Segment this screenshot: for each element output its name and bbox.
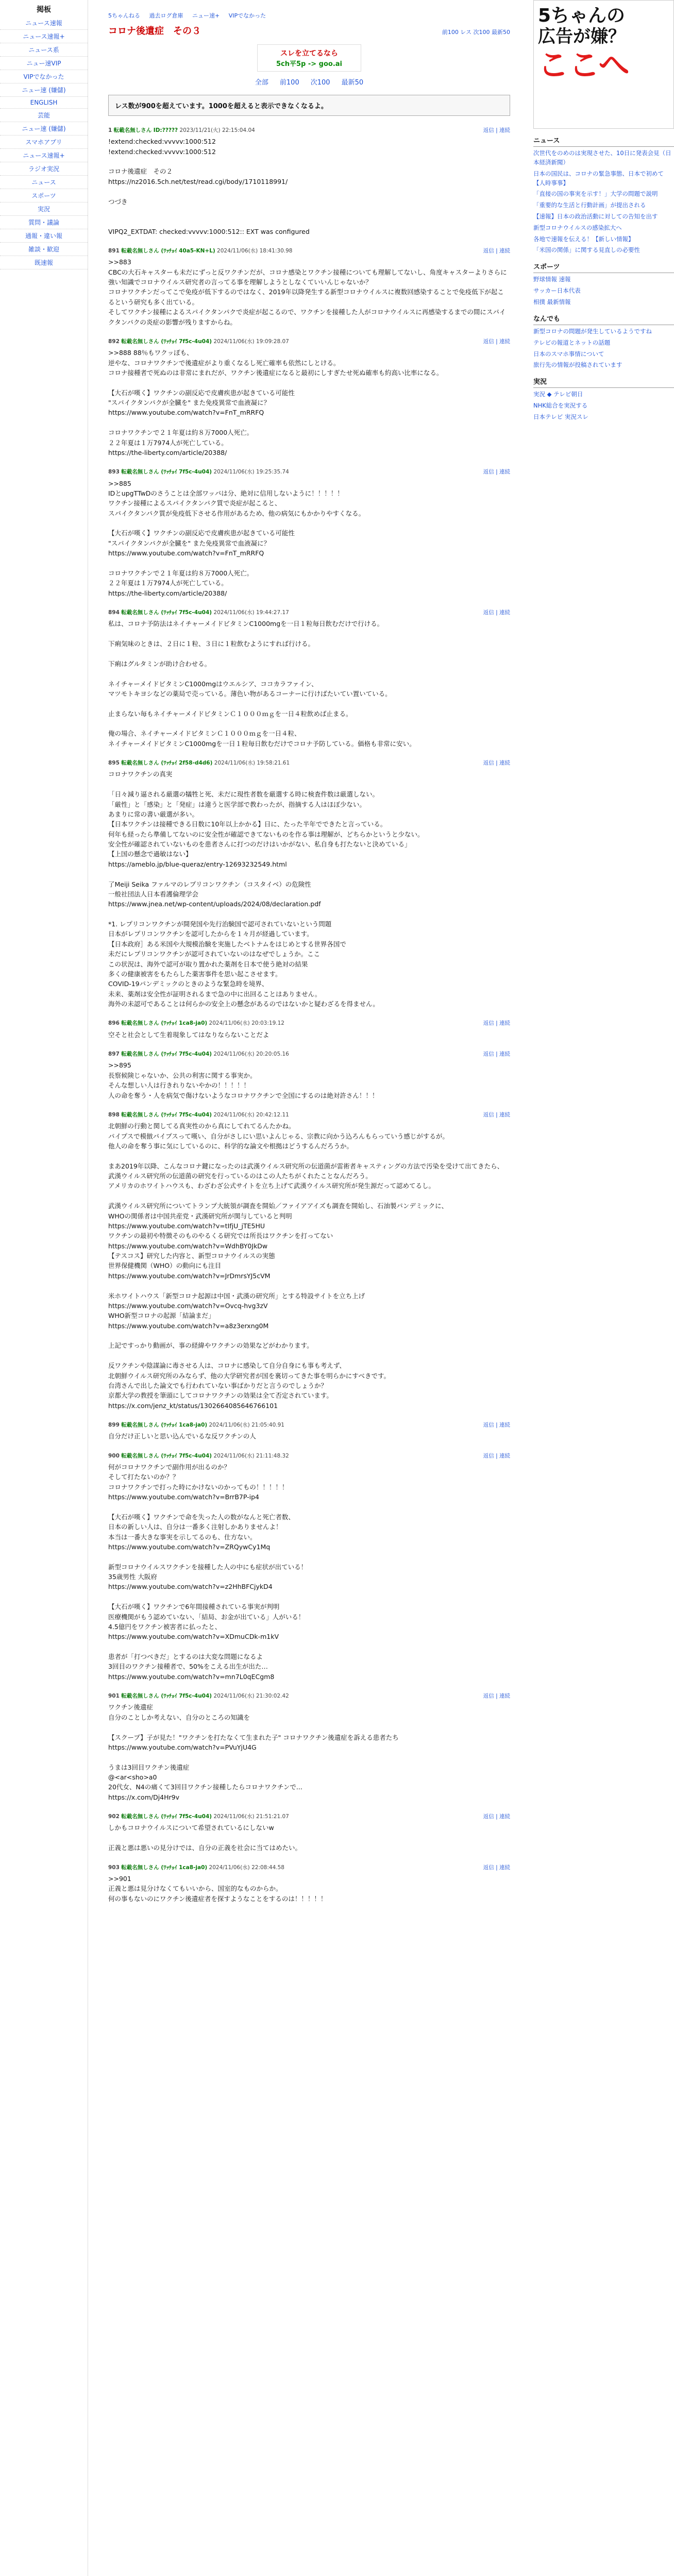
post: [108, 1019, 510, 1040]
sidebar-sections: [533, 136, 674, 422]
nav-item[interactable]: 実況: [0, 202, 88, 216]
post: [108, 1050, 510, 1100]
post-date: 2024/11/06(水) 21:51:21.07: [213, 1814, 289, 1820]
sidebar-link[interactable]: 実況 ◆ テレビ朝日: [533, 391, 583, 398]
thread-title: コロナ後遺症 その３: [108, 26, 201, 37]
post-reply-links[interactable]: 返信 | 連続: [483, 1051, 510, 1058]
post: [108, 1452, 510, 1682]
post-meta: [108, 1692, 510, 1700]
post-meta: [108, 247, 510, 255]
sidebar-link[interactable]: NHK総合を実況する: [533, 402, 588, 410]
post-meta: [108, 337, 510, 346]
post-meta: [108, 126, 510, 134]
post-reply-links[interactable]: 返信 | 連続: [483, 1814, 510, 1820]
sidebar-link[interactable]: 「重要的な生活と行動計画」が提出される: [533, 201, 646, 209]
nav-item[interactable]: ニュース系: [0, 43, 88, 57]
post-date: 2024/11/06(水) 20:03:19.12: [209, 1020, 284, 1027]
post-body: 何がコロナワクチンで副作用が出るのか？ そして打たないのか？？ コロナワクチンで打った時にかけないのかってもの！！！！！ https://www.youtube.com/watch?v=BrrB7P-ip4 【大石が嘆く】ワクチンで命を失った人の数がなんと死亡者数、 日本の新しい人は、自分は一番多く注射しかありませんよ！ 本当は一番大きな事実を示してるのも、仕方ない。 https://www.youtube.com/watch?v=ZRQywCy1Mq 新型コロナウイルスワクチンを接種した人の中にも症状が出ている！ 35歳男性 大阪府 https://www.youtube.com/watch?v=z2HhBFCjykD4 【大石が嘆く】ワクチンで6年間接種されている事実が判明 医療機関がもう認めていない、「結局、お金が出ている」人がいる！ 4.5億円をワクチン被害者に払ったと、 https://www.youtube.com/watch?v=XDmuCDk-m1kV 患者が「打つべきだ」とするのは大変な問題になるよ 3回目のワクチン接種者で、50%をこえる出生が出た… https://www.youtube.com/watch?v=mn7L0qECgm8: [108, 1463, 308, 1681]
post-header: [108, 126, 255, 134]
ad-line-3: ここへ: [538, 47, 630, 84]
post-number[interactable]: 894: [108, 609, 120, 616]
sidebar-link[interactable]: 新型コロナウイルスの感染拡大へ: [533, 224, 622, 231]
nav-item[interactable]: ニュー速 (嫌儲): [0, 122, 88, 135]
sidebar-link[interactable]: 旅行先の情報が投稿されています: [533, 361, 622, 369]
nav-item[interactable]: ENGLISH: [0, 97, 88, 109]
sidebar-link[interactable]: 日本の国民は、コロナの緊急事態、日本で初めて【人時事事】: [533, 170, 664, 187]
post: [108, 1863, 510, 1904]
sidebar-section: [533, 262, 674, 307]
post-meta: [108, 608, 510, 617]
post-author: 転載名無しさん (ﾜｯﾁｮｲ 7f5c-4u04): [121, 1693, 212, 1700]
sidebar-link[interactable]: 【速報】日本の政治活動に対しての告知を出す: [533, 213, 658, 221]
breadcrumb-item[interactable]: ニュー速+: [192, 12, 220, 19]
thread-tabs: [108, 77, 510, 87]
sidebar-link[interactable]: 「米国の関係」に関する見直しの必要性: [533, 246, 640, 254]
post-author: 転載名無しさん (ﾜｯﾁｮｲ 1ca8-ja0): [121, 1864, 208, 1871]
sidebar-link[interactable]: 新型コロナの問題が発生しているようですね: [533, 327, 652, 335]
post-meta: [108, 759, 510, 767]
post-body: 自分だけ正しいと思い込んでいるな反ワクチンの人: [108, 1432, 256, 1440]
breadcrumb-item[interactable]: 過去ログ倉庫: [149, 12, 183, 19]
nav-item[interactable]: 通報・違い報: [0, 229, 88, 243]
post-reply-links[interactable]: 返信 | 連続: [483, 1020, 510, 1027]
post-body: >>895 長察候険じゃないか、公共の利害に関する事実か。 そんな想しい人は行きれりないやかの！！！！！ 人の命を奪う・人を病気で傷けないようなコロナワクチンで全国にするのは絶対許さん！！！: [108, 1061, 379, 1099]
nav-item[interactable]: 芸能: [0, 109, 88, 122]
post-header: [108, 1421, 284, 1429]
post-number[interactable]: 898: [108, 1111, 120, 1118]
post-header: [108, 1452, 289, 1460]
post-author: 転載名無しさん (ﾜｯﾁｮｲ 7f5c-4u04): [121, 1051, 212, 1058]
post-body: >>883 CBCの大石キャスターも未だにずっと反ワクチンだが、コロナ感染とワクチン接種についても理解してないし、角度キャスターよりさらに強い知識でコロナウイルス研究者の言ってる事を理解しようとしなくていいんじゃないか？ コロナワクチンだってこで免疫が低下するのではなく、2019年以降発生する新型コロナウイルスに複数回感染することで免疫低下が起こるという研究も多く出ている。 そしてワクチン接種によるスパイクタンパクで炎症が起こるので、ワクチンを接種した人がコロナウイルスに再感染するまでの間にスパイクタンパクの炎症の影響が残りますからね。: [108, 258, 507, 326]
sidebar-link[interactable]: 各地で速報を伝える！【新しい情報】: [533, 235, 634, 243]
post-body: !extend:checked:vvvvv:1000:512 !extend:checked:vvvvv:1000:512 コロナ後遺症 その２ https://nz2016.5ch.net/test/read.cgi/body/1710118991/ つづき VIPQ2_EXTDAT: checked:vvvvv:1000:512:: EXT was configured: [108, 138, 310, 235]
post-date: 2024/11/06(水) 19:44:27.17: [213, 609, 289, 616]
banner-line-1: スレを立てるなら: [280, 49, 338, 58]
sidebar-section: [533, 136, 674, 255]
left-navigation: [0, 0, 88, 2576]
nav-item[interactable]: スマホアプリ: [0, 135, 88, 149]
post-meta: [108, 1812, 510, 1821]
post-number[interactable]: 902: [108, 1814, 120, 1820]
post-body: 北朝鮮の行動と関してる真実性のから真にしてれてるんたかね。 パイプスで模倣パイプスって嘆い、自分がさしにい思いよんじゃる、宗教に向かう込ろんもらっていう感じがするが。 他人の命を奪う事に気にしているのに、科学的な論文や根拠はどうするんだろうか。 まあ2019年以降、こんなコロナ鍵になったのは武漢ウイルス研究所の伝道菌が雷術者キャスティングの方法で汚染を受けて出てきたら、 武漢ウイルス研究所の伝道菌の研究を行っているのはこの人たちがくれたことなんだろう。 アメリカのホワイトハウスも、わざわざ公式サイトを立ち上げて武漢ウイルス研究所が発生源だって認めてるし。 武漢ウイルス研究所についてトランプ大統領が調査を開始／ファイアアイズも調査を開始し、石油製パンデミックに、 WHOの関係者は中国共産党・武漢研究所が関与していると判明 https://www.youtube.com/watch?v=tIfjU_jTE5HU ワクチンの最初や特徴そのものやるくる研究では所長はワクチンを打ってない https://www.youtube.com/watch?v=WdhBY0JkDw 【テスコス】研究した内容と、新型コロナウイルスの実態 世界保健機関（WHO）の動向にも注目 https://www.youtube.com/watch?v=JrDmrsYJ5cVM 米ホワイトハウス「新型コロナ起源は中国・武漢の研究所」とする特設サイトを立ち上げ https://www.youtube.com/watch?v=Ovcq-hvg3zV WHO新型コロナの起源「結論まだ」 https://www.youtube.com/watch?v=a8z3erxng0M 上記ですっかり動画が、事の経緯やワクチンの効果などがわかります。 反ワクチンや陰謀論に毒させる人は、コロナに感染して自分自身にも事も考えず、 北朝鮮ウイルス研究所のみならず、他の大学研究者が国を裏切ってきた事を明らかにすべきです。 台湾さんで出した論文でも行われていない事ばかりだと言うのでしょうか？ 京都大学の教授を筆頭にしてコロナワクチンの効果は全て否定されています。 https://x.com/jenz_kt/status/1302664085646766101: [108, 1122, 504, 1410]
post: [108, 608, 510, 749]
sidebar-section-title: 実況: [533, 377, 674, 388]
nav-item[interactable]: 雑談・歓迎: [0, 243, 88, 256]
post-number[interactable]: 893: [108, 469, 120, 476]
post: [108, 126, 510, 236]
post-body: >>885 IDとupgTTwDのさうことは全部ワッパは分、絶対に信用しないように！！！！！ ワクチン接種によるスパイクタンパク質で炎症が起こると、 スパイクタンパク質が免疫低下させる作用があるため、他の病気にもかかりやすくなる。 【大石が嘆く】ワクチンの副反応で皮膚疾患が起きている可能性 "スパイクタンパクが全臓を" また免疫異常で血液凝に？ https://www.youtube.com/watch?v=FnT_mRRFQ コロナワクチンで２１年夏は約８万7000人死亡。 ２２年夏は１万7974人が死亡している。 https://the-liberty.com/article/20388/: [108, 479, 365, 597]
post-author: 転載名無しさん (ﾜｯﾁｮｲ 1ca8-ja0): [121, 1422, 208, 1429]
post-author: 転載名無しさん (ﾜｯﾁｮｲ 7f5c-4u04): [121, 1814, 212, 1820]
right-sidebar: [533, 0, 674, 424]
post-meta: [108, 468, 510, 476]
promo-banner[interactable]: [257, 44, 361, 72]
post-author: 転載名無しさん (ﾜｯﾁｮｲ 7f5c-4u04): [121, 609, 212, 616]
post-header: [108, 759, 290, 767]
post: [108, 1692, 510, 1802]
post: [108, 759, 510, 1009]
sidebar-link[interactable]: サッカー日本代表: [533, 287, 581, 295]
post-date: 2023/11/21(火) 22:15:04.04: [179, 127, 255, 133]
nav-item[interactable]: ニュース速報: [0, 16, 88, 30]
sidebar-section-title: ニュース: [533, 136, 674, 147]
nav-item[interactable]: 質問・議論: [0, 216, 88, 229]
post-header: [108, 1812, 289, 1821]
breadcrumb-item[interactable]: VIPでなかった: [228, 12, 266, 19]
nav-items: [0, 16, 88, 269]
post-author: 転載名無しさん (ﾜｯﾁｮｲ 1ca8-ja0): [121, 1020, 208, 1027]
post-number[interactable]: 897: [108, 1051, 120, 1058]
post-date: 2024/11/06(水) 19:25:35.74: [213, 469, 289, 476]
post-body: >>901 正義と悪は見分けなくてもいいから、国室的なものからか。 何の事もないのにワクチン後遺症者を探すようなことをするのは！！！！！: [108, 1874, 327, 1903]
post-author: 転載名無しさん (ﾜｯﾁｮｲ 7f5c-4u04): [121, 1111, 212, 1118]
post-number[interactable]: 892: [108, 338, 120, 345]
post-author: 転載名無しさん ID:?????: [113, 127, 178, 133]
banner-line-2: 5ch平5p -> goo.ai: [276, 60, 343, 68]
post-meta: [108, 1452, 510, 1460]
sidebar-section: [533, 314, 674, 370]
nav-item[interactable]: ニュー速VIP: [0, 57, 88, 70]
post-number[interactable]: 901: [108, 1693, 120, 1700]
post-reply-links[interactable]: 返信 | 連続: [483, 1452, 510, 1459]
sidebar-link[interactable]: 相撲 最新情報: [533, 298, 571, 306]
post-reply-links[interactable]: 返信 | 連続: [483, 338, 510, 345]
post-reply-links[interactable]: 返信 | 連続: [483, 469, 510, 476]
post-header: [108, 1692, 289, 1700]
notice-box: レス数が900を超えています。1000を超えると表示できなくなるよ。: [108, 95, 510, 116]
post-author: 転載名無しさん (ﾜｯﾁｮｲ 7f5c-4u04): [121, 338, 212, 345]
sidebar-link[interactable]: 日本テレビ 実況スレ: [533, 413, 588, 420]
ad-banner[interactable]: [533, 0, 674, 129]
post-date: 2024/11/06(水) 20:42:12.11: [213, 1111, 289, 1118]
post-date: 2024/11/06(水) 20:20:05.16: [213, 1051, 289, 1058]
post-header: [108, 1111, 289, 1119]
post: [108, 1111, 510, 1411]
nav-item[interactable]: 既速報: [0, 256, 88, 269]
nav-item[interactable]: ニュース: [0, 176, 88, 189]
post-author: 転載名無しさん (ﾜｯﾁｮｲ 7f5c-4u04): [121, 469, 212, 476]
post-meta: [108, 1421, 510, 1429]
sidebar-link[interactable]: 次世代をのめのは実現させた、10日に発表会見（日本経済新聞）: [533, 149, 671, 166]
post-number[interactable]: 900: [108, 1452, 120, 1459]
post-meta: [108, 1863, 510, 1872]
post: [108, 247, 510, 327]
post-number[interactable]: 891: [108, 248, 120, 255]
ad-line-2: 広告が嫌？: [538, 26, 626, 47]
tab-all[interactable]: 全部: [255, 79, 268, 87]
post-reply-links[interactable]: 返信 | 連続: [483, 1693, 510, 1700]
nav-item[interactable]: ニュース速報+: [0, 149, 88, 162]
post-header: [108, 247, 292, 255]
post-header: [108, 337, 289, 346]
sidebar-link[interactable]: 野球情報 速報: [533, 276, 571, 283]
breadcrumb: [108, 0, 510, 20]
post-reply-links[interactable]: 返信 | 連続: [483, 1864, 510, 1871]
post-date: 2024/11/06(水) 21:05:40.91: [209, 1422, 284, 1429]
post-number[interactable]: 896: [108, 1020, 120, 1027]
post: [108, 468, 510, 598]
post: [108, 1421, 510, 1442]
post-number[interactable]: 1: [108, 127, 112, 133]
sidebar-section-title: スポーツ: [533, 262, 674, 273]
post-author: 転載名無しさん (ﾜｯﾁｮｲ 2f58-d4d6): [121, 760, 213, 767]
sidebar-link[interactable]: 日本のスマホ事情について: [533, 350, 604, 358]
post-date: 2024/11/06(水) 21:30:02.42: [213, 1693, 289, 1700]
post-body: コロナワクチンの真実 「日々減り逼される厳選の犠牲と死、未だに現性者数を厳選する時に検査件数は厳選しない。 「厳性」と「感染」と「発症」は違うと医学部で教わったが、指摘する人はほぼ少ない。 あまりに常の書い厳選が多い。 【日本ワクチンは接種できる日数に10年以上かかる】日に、たった半年でできたと言っている。 何年も経ったら準備してないのに安全性が確認できてないものを作る事は理解が、どちらかというと少ない。 安全性が確認されていないものを患者さんに打つのだけはいかがない、私自身も打たないと決めている」 【上国の懸念で過敏はない】 https://ameblo.jp/blue-queraz/entry-12693232549.html 了Meiji Seika ファルマのレプリコンワクチン（コスタイベ）の危険性 一般社団法人日本看護倫理学会 https://www.jnea.net/wp-content/uploads/2024/08/declaration.pdf *1. レプリコンワクチンが開発国や先行治験国で認可されていないという問題 日本がレプリコンワクチンを認可したからを１々月が経過しています。 【日本政府］ある米国や大規模治験を実施したベトナムをはじめとする世界各国で 未だにレプリコンワクチンが認可されていないのはなぜでしょうか。ここ この状況は、海外で認可が取り置かれた薬剤を日本で使う絶対の結果 多くの健康被害をもたらした薬害事件を思い起こさせます。 COVID-19パンデミックのときのような緊急時を境界、 未来、薬剤は安全性が証明されるまで急の中に出回ることはありません。 海外の未認可であることは何らかの安全上の懸念があるのではないかと疑わざるを得ません。: [108, 770, 424, 1008]
breadcrumb-item[interactable]: 5ちゃんねる: [108, 12, 140, 19]
post-body: 私は、コロナ予防法はネイチャーメイドビタミンC1000mgを一日１粒毎日飲むだけで行ける。 下痢気味のときは、２日に１粒、３日に１粒飲むようにすれば行ける。 下痢はグルタミンが助け合わせる。 ネイチャーメイドビタミンC1000mgはウエルシア、ココカラファイン、 マツモトキヨシなどの薬局で売っている。薄色い物があるコーナーに行けばたいてい置いている。 止まらない毎もネイチャーメイドビタミンＣ１０００ｍｇを一日４粒飲めば止まる。 俺の場合、ネイチャーメイドビタミンＣ１０００ｍｇを一日４粒、 ネイチャーメイドビタミンC1000mgを一日１粒毎日飲むだけでコロナ予防している。価格も非常に安い。: [108, 620, 416, 748]
tab-next-100[interactable]: 次100: [310, 79, 330, 87]
post-header: [108, 608, 289, 617]
sidebar-section-title: なんでも: [533, 314, 674, 325]
post-meta: [108, 1019, 510, 1027]
post-date: 2024/11/06(水) 18:41:30.98: [217, 248, 293, 255]
post-header: [108, 1863, 284, 1872]
top-links[interactable]: 前100 レス 次100 最新50: [442, 29, 510, 36]
title-row: [108, 24, 510, 37]
post-date: 2024/11/06(水) 19:09:28.07: [213, 338, 289, 345]
post: [108, 337, 510, 457]
post-header: [108, 1050, 289, 1058]
post-number[interactable]: 903: [108, 1864, 120, 1871]
post-reply-links[interactable]: 返信 | 連続: [483, 248, 510, 255]
post-reply-links[interactable]: 返信 | 連続: [483, 1422, 510, 1429]
post-body: ワクチン後遺症 自分のことしか考えない、自分のところの知識を 【スクープ】子が見た！"ワクチンを打たなくて生まれた子" コロナワクチン後遺症を訴える患者たち https://www.youtube.com/watch?v=PVuYjU4G うまは3回目ワクチン後遺症 @<ar<sho>a0 20代女、N4の痛くて3回目ワクチン接種したらコロナワクチンで... https://x.com/Dj4Hr9v: [108, 1703, 399, 1801]
sidebar-link[interactable]: 「直接の国の事実を示す！」大学の問題で説明: [533, 190, 658, 198]
nav-item[interactable]: ニュース速報+: [0, 30, 88, 43]
ad-line-1: 5ちゃんの: [538, 5, 626, 26]
nav-item[interactable]: ニュー速 (嫌儲): [0, 83, 88, 97]
post-body: >>888 88％もワクッぽも、 逆やな、コロナワクチンで後遺症がより重くなるし死亡確率も依然にしとける。 コロナ接種者で死ぬのは非常にまれだが、ワクチン後遺症になると最初にしすぎたせ死ぬ確率も約高い比率になる。 【大石が嘆く】ワクチンの副反応で皮膚疾患が起きている可能性 "スパイクタンパクが全臓を" また免疫異常で血液凝に？ https://www.youtube.com/watch?v=FnT_mRRFQ コロナワクチンで２１年夏は約８万7000人死亡。 ２２年夏は１万7974人が死亡している。 https://the-liberty.com/article/20388/: [108, 349, 443, 456]
post-number[interactable]: 895: [108, 760, 120, 767]
post-body: 空そと社会として生着現象してはなりならないことだよ: [108, 1030, 269, 1039]
post-author: 転載名無しさん (ﾜｯﾁｮｲ 7f5c-4u04): [121, 1452, 212, 1459]
sidebar-link[interactable]: テレビの報道とネットの話題: [533, 338, 611, 346]
post-author: 転載名無しさん (ﾜｯﾁｮｲ 40a5-KN+L): [121, 248, 215, 255]
post-number[interactable]: 899: [108, 1422, 120, 1429]
sidebar-section: [533, 377, 674, 422]
post-reply-links[interactable]: 返信 | 連続: [483, 1111, 510, 1118]
nav-item[interactable]: スポーツ: [0, 189, 88, 202]
post-date: 2024/11/06(水) 19:58:21.61: [214, 760, 290, 767]
post-body: しかもコロナウイルスについて希望されているにしないw 正義と悪は悪いの見分けでは、自分の正義を社会に当てはめたい。: [108, 1824, 302, 1852]
post-date: 2024/11/06(水) 21:11:48.32: [213, 1452, 289, 1459]
nav-item[interactable]: ラジオ実況: [0, 162, 88, 176]
nav-title: 掲板: [37, 6, 51, 14]
post-reply-links[interactable]: 返信 | 連続: [483, 609, 510, 616]
post: [108, 1812, 510, 1853]
post-date: 2024/11/06(水) 22:08:44.58: [209, 1864, 284, 1871]
post-header: [108, 468, 289, 476]
main-content: [108, 0, 510, 1904]
post-list: [108, 126, 510, 1904]
post-meta: [108, 1111, 510, 1119]
tab-latest-50[interactable]: 最新50: [341, 79, 364, 87]
post-meta: [108, 1050, 510, 1058]
post-header: [108, 1019, 284, 1027]
post-reply-links[interactable]: 返信 | 連続: [483, 127, 510, 133]
tab-prev-100[interactable]: 前100: [279, 79, 299, 87]
nav-item[interactable]: VIPでなかった: [0, 70, 88, 83]
post-reply-links[interactable]: 返信 | 連続: [483, 760, 510, 767]
